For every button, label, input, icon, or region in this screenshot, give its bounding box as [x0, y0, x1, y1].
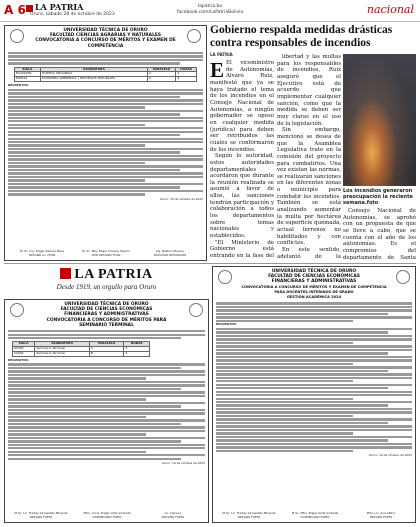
convocatoria-seminario — [4, 299, 209, 523]
la-patria-promo: LA PATRIA Desde 1919, un orgullo para Oruro — [4, 266, 209, 296]
conv3-title2: FACULTAD DE CIENCIAS ECONÓMICAS — [268, 274, 360, 280]
university-seal-icon — [218, 270, 232, 284]
conv3-title3: FINANCIERAS Y ADMINISTRATIVAS — [271, 279, 357, 285]
conv2-title3: FINANCIERAS Y ADMINISTRATIVAS — [64, 312, 149, 318]
conv2-title2: FACULTAD DE CIENCIAS ECONÓMICAS — [60, 307, 153, 313]
conv2-signer-3: Lic. Decano DECANO FCEFA — [161, 511, 185, 519]
conv1-title3: CONVOCATORIA A CONCURSO DE MÉRITOS Y EXAMEN DE COMPETENCIA — [35, 38, 176, 49]
table-row: S2004 Seminario Terminal B 4 — [13, 351, 150, 356]
article-headline: Gobierno respalda medidas drásticas contra responsables de incendios — [210, 24, 393, 49]
page-header — [0, 0, 420, 22]
university-seal-icon — [10, 303, 24, 317]
conv2-title1: UNIVERSIDAD TÉCNICA DE ORURO — [64, 302, 149, 307]
table-row: ECAS2000 QUÍMICA ORGÁNICA A 4 — [14, 72, 196, 77]
conv3-signer-3: PhD. Lic. Ana Alfaro DECANO FCEFA — [366, 511, 396, 519]
conv2-title5: SEMINARIO TERMINAL — [79, 322, 134, 328]
conv2-requirements — [8, 363, 205, 459]
convocatoria-docentes — [212, 266, 416, 523]
faculty-seal-icon — [187, 29, 201, 43]
section-divider — [4, 263, 416, 264]
article-column-1: E El viceministro de Autonomías, Álvaro Ruiz, manifestó que ya se haya tratado el tema de los incendios en el Consejo Nacional de Autonomías, a ningún gobernador se opuso en cualquier medida (jurídica) para deben ser retribuidos las cuales se conformaron de los incendios. Según lo autoridad, estos autoridades departamentales acordaron que durante la reunión realizada se asumió a favor de ellos, las sanciones tendrán participación y colaboración a todos los departamentos sobre temas nacionales y establecidos. "El Ministerio de Gobierno está entrando en la fase del — [210, 60, 274, 260]
conv1-title1: UNIVERSIDAD TÉCNICA DE ORURO — [63, 28, 148, 33]
page-number: A 6 — [4, 3, 26, 17]
conv1-requirements — [8, 89, 203, 196]
conv1-title2: FACULTAD CIENCIAS AGRARIAS Y NATURALES — [49, 33, 162, 39]
conv3-title1: UNIVERSIDAD TÉCNICA DE ORURO — [271, 269, 357, 274]
conv1-signer-2: M. Sc. Mig. Edgar Choque Pizarro VICE DECANO FCAN — [82, 249, 130, 257]
conv3-signer-2: M.Sc. Mtro. Edgar Ortiz Andrade VICEDECANO FCEFA — [291, 511, 339, 519]
logo-mark-icon — [26, 5, 33, 12]
conv3-intro — [216, 302, 412, 322]
conv3-title5: PARA DOCENTES INTERINOS DE GRADO — [274, 289, 354, 294]
conv3-signer-1: M.Sc. Lic. Freddy Gil Castillo Miranda DECANO FCEFA — [222, 511, 276, 519]
promo-tagline: Desde 1919, un orgullo para Oruro — [56, 283, 157, 291]
header-links: lapatria.bo facebook.com/LaPatriaBolivia — [176, 4, 244, 15]
newspaper-logo: LA PATRIA — [26, 2, 83, 12]
article-column-2: libertad y las multas para los responsables de incendios, Ruiz aseguró que el Ejecutivo está de acuerdo que implementar cualquier sanción, como que la medida se deben ser muy claras en el uso de la legislación. Sin embargo, mencionó se desea de que la Asamblea Legislativa trate en la comisión del proyecto para combatirlos. Una vez existan las normas, se realizarán sanciones en las diferentes zonas o municipio para combatir los incendios. También se está analizando aumentar la multa por hectárea de superficie quemada, actual terrenos no habilitados y con conflictos. En este sentido, adelantó de la — [277, 54, 341, 260]
article-byline: LA PATRIA — [210, 52, 233, 57]
university-seal-icon — [10, 29, 24, 43]
article-column-3: Consejo Nacional de Autonomías, se aprobó con un propuesta de que se lleve a cabo, que se cuenta con el año de los autonomías. Es el compromiso del departamento de Santa — [343, 208, 416, 260]
wildfire-photo — [343, 54, 416, 186]
conv3-requirements-label: REQUISITOS: — [216, 322, 237, 327]
conv1-requirements-label: REQUISITOS: — [8, 83, 29, 88]
conv1-signer-1: M. Sc. Ing. Edgar Siácoar Baca DECANO a.i. FCAN — [19, 249, 65, 257]
conv3-title4: CONVOCATORIA A CONCURSO DE MÉRITOS Y EXAMEN DE COMPETENCIA — [241, 284, 387, 289]
conv1-table: SIGLA ASIGNATURA PARALELO HORAS ECAS2000 QUÍMICA ORGÁNICA A 4 FAN221 ECONOMÍA AMBIENTAL Y RECURSOS NATURALES A 4 — [14, 67, 197, 82]
conv2-signer-1: M.Sc. Lic. Freddy Gil Castillo Miranda DECANO FCEFA — [14, 511, 68, 519]
conv2-table: SIGLA ASIGNATURA PARALELO HORAS S2005 Seminario Terminal A 4 S2004 Seminario Terminal B 4 — [12, 341, 150, 356]
photo-caption: Los incendios generaron preocupación la reciente semana.foto — [343, 188, 413, 207]
faculty-seal-icon — [396, 270, 410, 284]
table-row: FAN221 ECONOMÍA AMBIENTAL Y RECURSOS NATURALES A 4 — [14, 77, 196, 82]
conv2-title4: CONVOCATORIA A CONCURSO DE MÉRITOS PARA — [46, 317, 167, 323]
conv3-requirements — [216, 328, 412, 452]
conv2-intro — [8, 330, 205, 339]
conv1-signer-3: Ing. Nathan Moreno FACULTAD NATURALES — [153, 249, 187, 257]
conv2-signer-2: Mtro. Arinq. Edgar Ortiz Andrade VICEDECANO FCEFA — [83, 511, 131, 519]
conv1-date: Oruro, 18 de octubre de 2023 — [159, 196, 203, 201]
conv2-date: Oruro, 16 de octubre de 2023 — [161, 460, 205, 465]
conv2-requirements-label: REQUISITOS: — [8, 357, 29, 362]
conv3-title6: GESTIÓN ACADÉMICA 2024 — [286, 295, 342, 300]
conv1-intro — [8, 52, 203, 65]
section-name: nacional — [366, 3, 414, 16]
logo-mark-icon — [60, 268, 71, 279]
convocatoria-agrarias — [4, 25, 207, 261]
faculty-seal-icon — [189, 303, 203, 317]
issue-date: Oruro, sábado 28 de octubre de 2023 — [30, 12, 115, 17]
table-row: S2005 Seminario Terminal A 4 — [13, 347, 150, 352]
conv3-date: Oruro, 16 de octubre de 2023 — [368, 453, 412, 458]
